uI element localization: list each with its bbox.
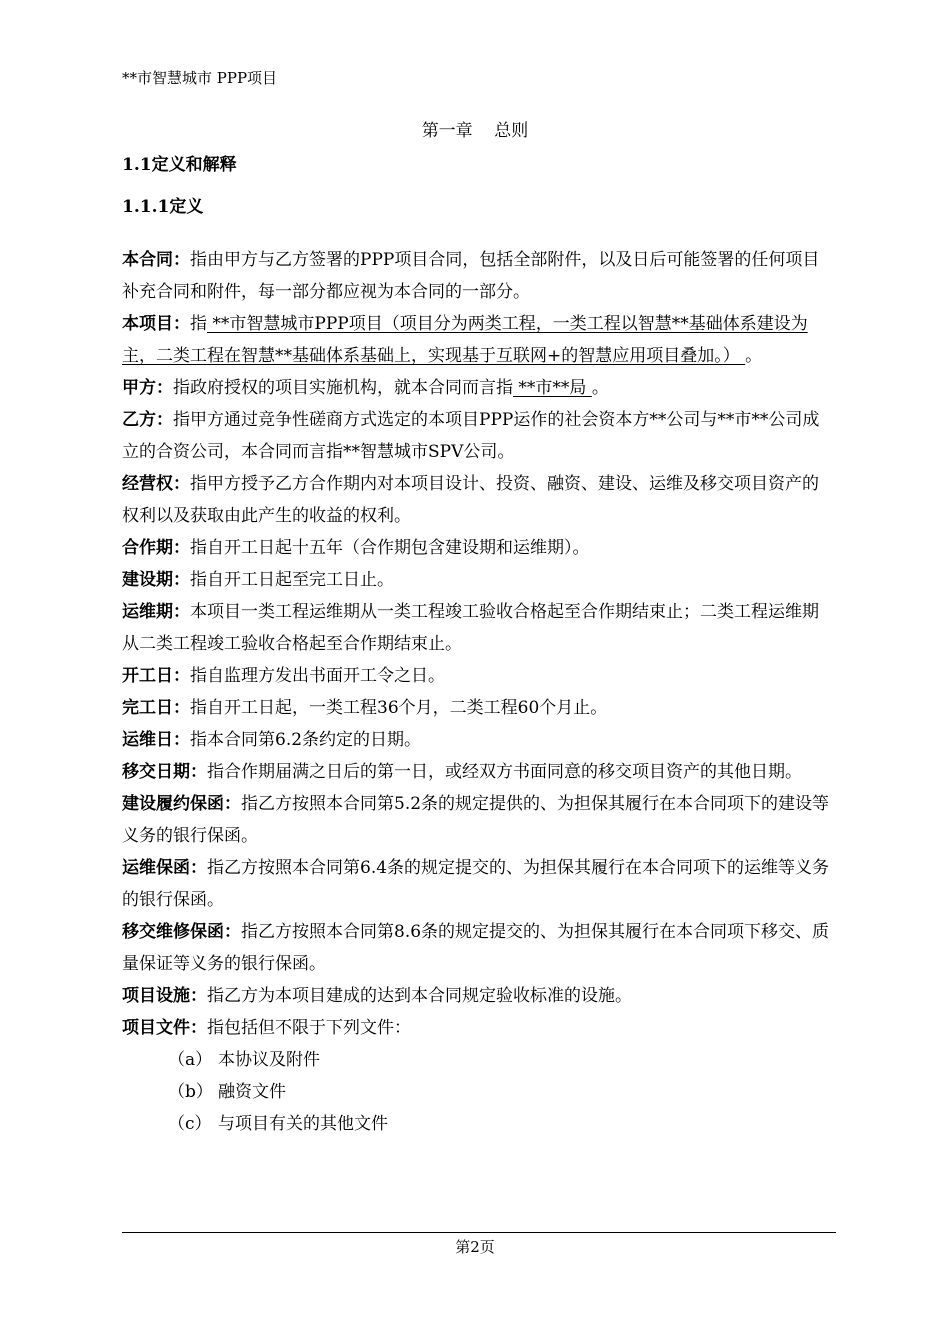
definition-text: 本项目一类工程运维期从一类工程竣工验收合格起至合作期结束止；二类工程运维期从二类工程竣工验收合格起至合作期结束止。 [122, 602, 819, 654]
definition-term: 本项目： [122, 314, 190, 334]
definition-term: 移交维修保函： [122, 922, 241, 942]
definition-text: 指自开工日起十五年（合作期包含建设期和运维期）。 [190, 538, 590, 558]
definition-term: 甲方： [122, 378, 173, 398]
definition-text: 指乙方按照本合同第5.2条的规定提供的、为担保其履行在本合同项下的建设等义务的银行保函。 [122, 794, 830, 846]
definitions-body [122, 244, 834, 1140]
definition-term: 运维保函： [122, 858, 207, 878]
definition-term: 经营权： [122, 474, 190, 494]
list-marker: （a） [168, 1050, 213, 1070]
definition-text: 指包括但不限于下列文件： [207, 1018, 411, 1038]
list-marker: （c） [168, 1114, 212, 1134]
definition-prefix: 指政府授权的项目实施机构，就本合同而言指 [173, 378, 513, 398]
definition-text: 指自开工日起至完工日止。 [190, 570, 394, 590]
definition-project-facilities [122, 980, 834, 1012]
definition-text: 指甲方通过竞争性磋商方式选定的本项目PPP运作的社会资本方**公司与**市**公司成立的合资公司，本合同而言指**智慧城市SPV公司。 [122, 410, 820, 462]
definition-text: 指乙方为本项目建成的达到本合同规定验收标准的设施。 [207, 986, 632, 1006]
definition-text: 指自监理方发出书面开工令之日。 [190, 666, 445, 686]
definition-project-documents [122, 1012, 834, 1044]
definition-term: 项目设施： [122, 986, 207, 1006]
definition-operation-period [122, 596, 834, 660]
underlined-fill-text: **市智慧城市PPP项目（项目分为两类工程，一类工程以智慧**基础体系建设为主，二类工程在智慧**基础体系基础上，实现基于互联网+的智慧应用项目叠加。） [122, 314, 808, 366]
definition-transfer-date [122, 756, 834, 788]
definition-transfer-guarantee [122, 916, 834, 980]
definition-construction-guarantee [122, 788, 834, 852]
list-item [122, 1044, 834, 1076]
underlined-fill-text: **市**局 [513, 378, 592, 398]
definition-start-date [122, 660, 834, 692]
section-heading-1-1: 1.1定义和解释 [122, 155, 237, 175]
list-item [122, 1076, 834, 1108]
definition-suffix: 。 [591, 378, 609, 398]
definition-project [122, 308, 834, 372]
definition-term: 完工日： [122, 698, 190, 718]
page-number: 第2页 [455, 1238, 495, 1256]
project-documents-list [122, 1044, 834, 1140]
definition-term: 运维日： [122, 730, 190, 750]
definition-party-b [122, 404, 834, 468]
definition-text: 指自开工日起，一类工程36个月，二类工程60个月止。 [190, 698, 608, 718]
definition-term: 移交日期： [122, 762, 207, 782]
section-heading-1-1-1: 1.1.1定义 [122, 197, 204, 217]
definition-operation-guarantee [122, 852, 834, 916]
definition-construction-period [122, 564, 834, 596]
definition-text: 指本合同第6.2条约定的日期。 [190, 730, 422, 750]
list-item-text: 本协议及附件 [218, 1050, 320, 1070]
definition-completion-date [122, 692, 834, 724]
list-item-text: 与项目有关的其他文件 [218, 1114, 388, 1134]
definition-text: 指甲方授予乙方合作期内对本项目设计、投资、融资、建设、运维及移交项目资产的权利以及获取由此产生的收益的权利。 [122, 474, 819, 526]
list-item [122, 1108, 834, 1140]
definition-suffix: 。 [745, 346, 763, 366]
definition-term: 项目文件： [122, 1018, 207, 1038]
definition-cooperation-period [122, 532, 834, 564]
running-header: **市智慧城市 PPP项目 [122, 69, 278, 87]
chapter-title: 第一章 总则 [421, 121, 529, 141]
definition-text: 指乙方按照本合同第6.4条的规定提交的、为担保其履行在本合同项下的运维等义务的银行保函。 [122, 858, 830, 910]
definition-term: 开工日： [122, 666, 190, 686]
definition-term: 本合同： [122, 250, 190, 270]
footer-divider [122, 1232, 836, 1233]
definition-contract [122, 244, 834, 308]
definition-term: 建设期： [122, 570, 190, 590]
definition-operating-right [122, 468, 834, 532]
definition-text: 指合作期届满之日后的第一日，或经双方书面同意的移交项目资产的其他日期。 [207, 762, 802, 782]
definition-text: 指由甲方与乙方签署的PPP项目合同，包括全部附件，以及日后可能签署的任何项目补充合同和附件，每一部分都应视为本合同的一部分。 [122, 250, 820, 302]
definition-operation-date [122, 724, 834, 756]
definition-party-a [122, 372, 834, 404]
definition-term: 合作期： [122, 538, 190, 558]
definition-prefix: 指 [190, 314, 207, 334]
definition-term: 建设履约保函： [122, 794, 241, 814]
definition-term: 乙方： [122, 410, 173, 430]
definition-term: 运维期： [122, 602, 190, 622]
list-marker: （b） [168, 1082, 213, 1102]
definition-text: 指乙方按照本合同第8.6条的规定提交的、为担保其履行在本合同项下移交、质量保证等义务的银行保函。 [122, 922, 830, 974]
list-item-text: 融资文件 [218, 1082, 286, 1102]
